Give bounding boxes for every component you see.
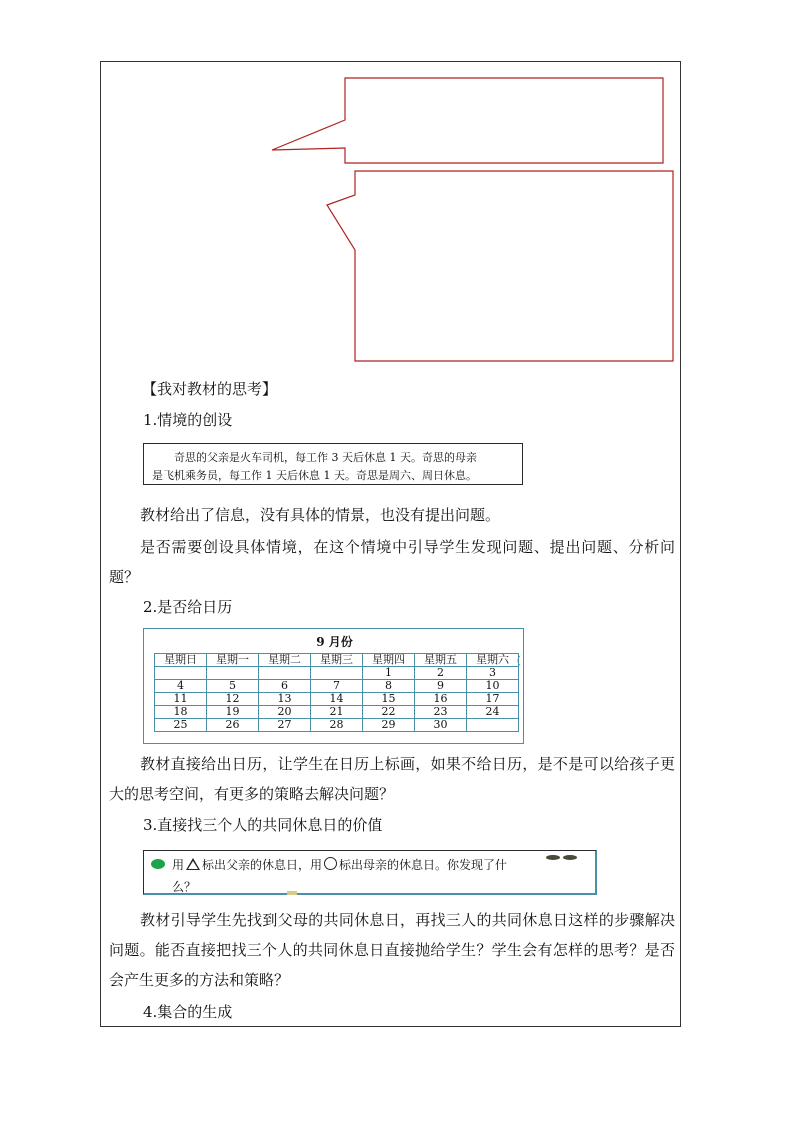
calendar-day-cell: 22 <box>363 706 415 719</box>
calendar-day-cell: 15 <box>363 693 415 706</box>
calendar-week-row <box>155 680 519 693</box>
task-text-part-2: 标出父亲的休息日，用 <box>202 858 323 872</box>
calendar-edge-mark: ( <box>516 654 521 667</box>
reflection-heading: 【我对教材的思考】 <box>142 380 278 398</box>
calendar-day-cell: 26 <box>207 719 259 732</box>
speech-callout-bottom <box>327 171 673 361</box>
calendar-week-row <box>155 706 519 719</box>
calendar-header-cell: 星期一 <box>207 654 259 667</box>
calendar-header-cell: 星期日 <box>155 654 207 667</box>
decoration-mark <box>287 891 297 895</box>
calendar-day-cell: 21 <box>311 706 363 719</box>
calendar-day-cell: 4 <box>155 680 207 693</box>
calendar-day-cell: 19 <box>207 706 259 719</box>
calendar-day-cell <box>467 719 519 732</box>
calendar-day-cell <box>155 667 207 680</box>
calendar-day-cell <box>207 667 259 680</box>
task-text-part-3: 标出母亲的休息日。你发现了什 <box>339 858 508 872</box>
calendar-day-cell: 2 <box>415 667 467 680</box>
calendar-day-cell: 13 <box>259 693 311 706</box>
calendar-day-cell: 20 <box>259 706 311 719</box>
decoration-stones <box>546 849 582 855</box>
calendar-week-row <box>155 667 519 680</box>
calendar-week-row <box>155 693 519 706</box>
calendar-title: 9 月份 <box>316 635 353 649</box>
calendar-day-cell: 17 <box>467 693 519 706</box>
calendar-day-cell: 1 <box>363 667 415 680</box>
calendar-day-cell: 23 <box>415 706 467 719</box>
section-heading-1: 1.情境的创设 <box>143 411 233 429</box>
calendar-image <box>143 628 524 744</box>
speech-callout-top <box>272 78 663 163</box>
calendar-day-cell: 24 <box>467 706 519 719</box>
calendar-header-cell: 星期五 <box>415 654 467 667</box>
calendar-header-cell: 星期二 <box>259 654 311 667</box>
calendar-day-cell: 10 <box>467 680 519 693</box>
section-heading-4: 4.集合的生成 <box>143 1003 233 1021</box>
calendar-header-cell: 星期四 <box>363 654 415 667</box>
calendar-header-row <box>155 654 519 667</box>
textbook-info-box <box>143 443 523 485</box>
paragraph-4: 教材引导学生先找到父母的共同休息日，再找三人的共同休息日这样的步骤解决问题。能否直接把找三个人的共同休息日直接抛给学生？学生会有怎样的思考？是否会产生更多的方法和策略？ <box>109 911 675 989</box>
calendar-header-cell: 星期三 <box>311 654 363 667</box>
speech-callouts <box>0 0 794 380</box>
calendar-day-cell: 16 <box>415 693 467 706</box>
task-instruction-box <box>143 850 597 895</box>
calendar-table <box>154 653 519 732</box>
calendar-day-cell: 18 <box>155 706 207 719</box>
calendar-day-cell <box>311 667 363 680</box>
calendar-day-cell: 27 <box>259 719 311 732</box>
calendar-day-cell: 28 <box>311 719 363 732</box>
calendar-day-cell: 5 <box>207 680 259 693</box>
circle-icon <box>324 857 337 870</box>
calendar-day-cell: 11 <box>155 693 207 706</box>
paragraph-2: 是否需要创设具体情境，在这个情境中引导学生发现问题、提出问题、分析问题？ <box>109 538 675 586</box>
calendar-day-cell: 9 <box>415 680 467 693</box>
calendar-day-cell: 12 <box>207 693 259 706</box>
calendar-day-cell <box>259 667 311 680</box>
calendar-day-cell: 29 <box>363 719 415 732</box>
calendar-day-cell: 3 <box>467 667 519 680</box>
task-text-part-1: 用 <box>172 858 185 872</box>
paragraph-3: 教材直接给出日历，让学生在日历上标画，如果不给日历，是不是可以给孩子更大的思考空间，有更多的策略去解决问题？ <box>109 755 675 803</box>
textbook-info-line-2: 是飞机乘务员，每工作 1 天后休息 1 天。奇思是周六、周日休息。 <box>152 469 477 482</box>
calendar-day-cell: 6 <box>259 680 311 693</box>
calendar-day-cell: 25 <box>155 719 207 732</box>
section-heading-3: 3.直接找三个人的共同休息日的价值 <box>143 816 383 834</box>
calendar-day-cell: 14 <box>311 693 363 706</box>
calendar-day-cell: 7 <box>311 680 363 693</box>
calendar-day-cell: 8 <box>363 680 415 693</box>
triangle-icon <box>186 858 200 870</box>
calendar-day-cell: 30 <box>415 719 467 732</box>
section-heading-2: 2.是否给日历 <box>143 598 233 616</box>
task-line-2: 么？ <box>172 880 197 894</box>
paragraph-1: 教材给出了信息，没有具体的情景，也没有提出问题。 <box>140 506 501 524</box>
textbook-info-line-1: 奇思的父亲是火车司机，每工作 3 天后休息 1 天。奇思的母亲 <box>174 451 477 464</box>
task-line-1 <box>172 856 507 873</box>
calendar-week-row <box>155 719 519 732</box>
green-dot-icon <box>151 859 165 869</box>
calendar-header-cell: 星期六 <box>467 654 519 667</box>
